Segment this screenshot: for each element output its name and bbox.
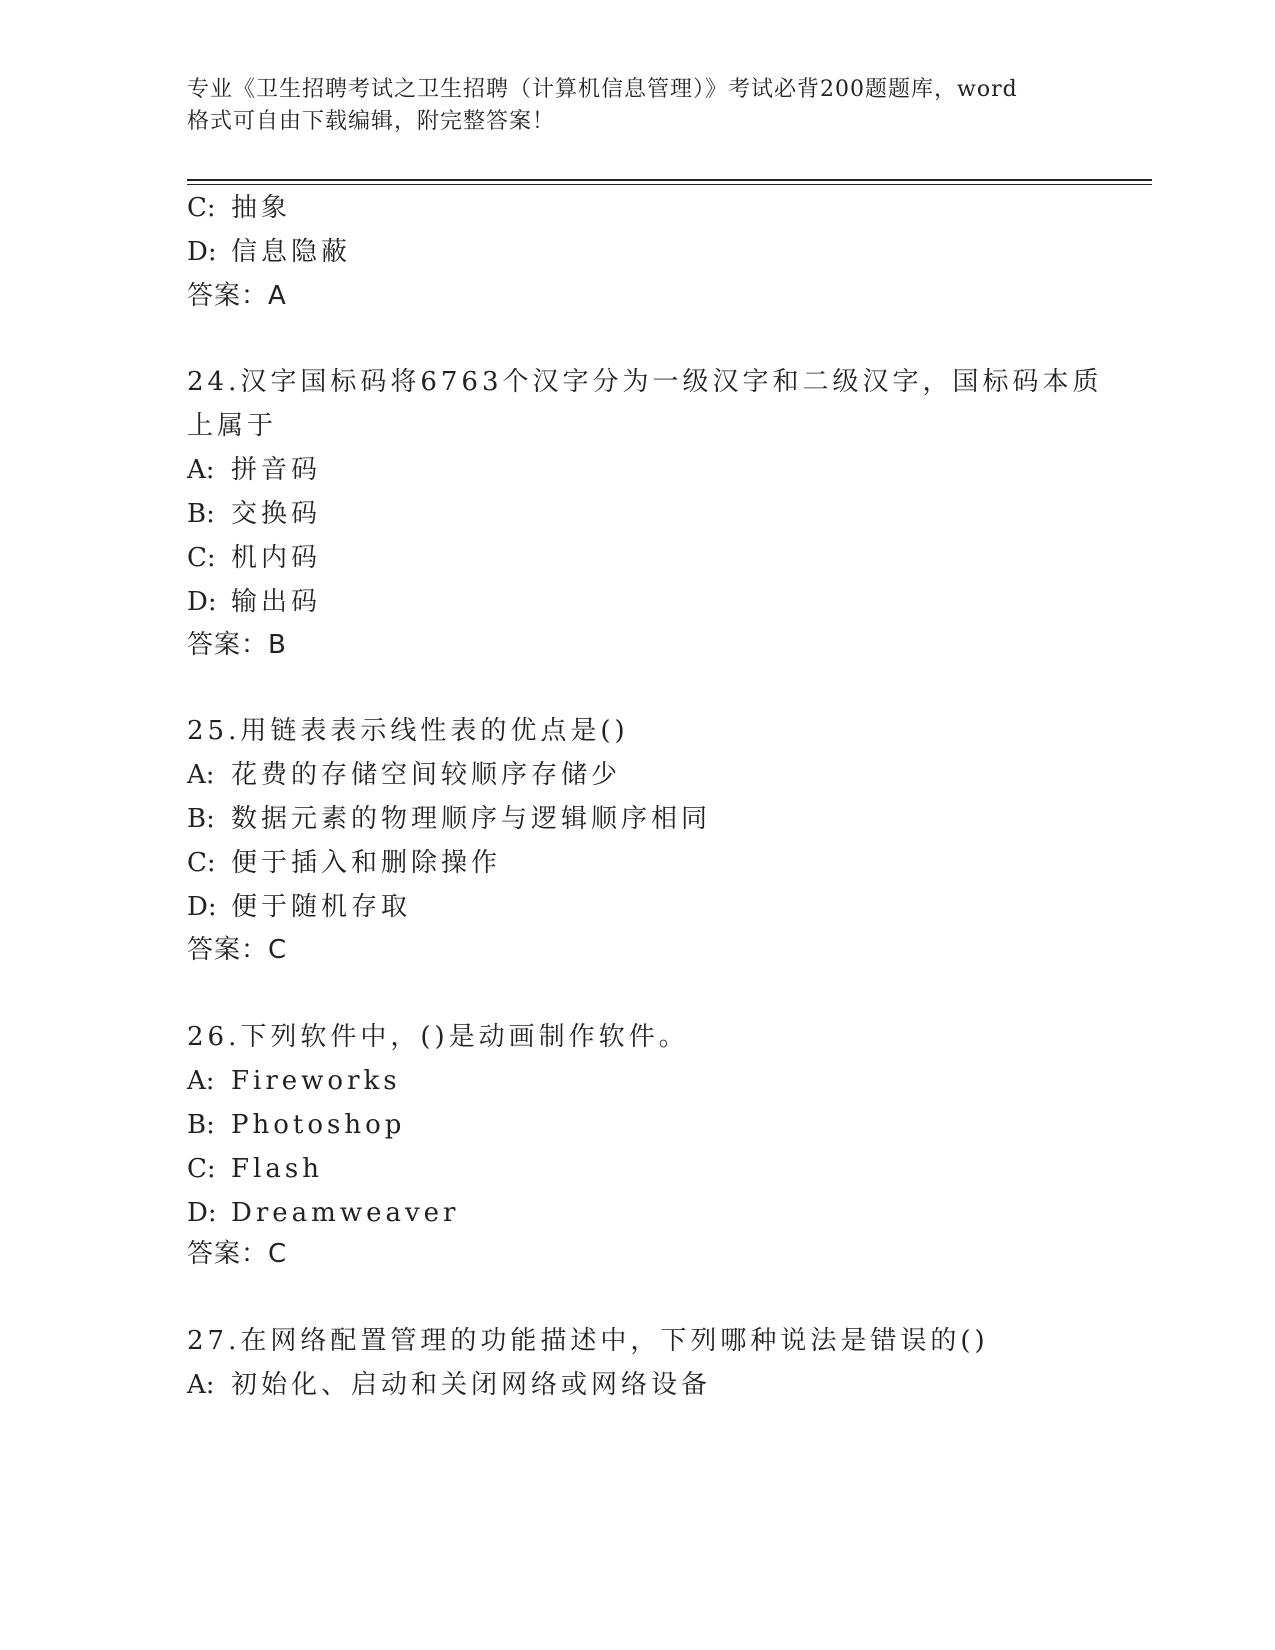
option-label: C: bbox=[187, 848, 216, 878]
q24-question-line-1: 24.汉字国标码将6763个汉字分为一级汉字和二级汉字，国标码本质 bbox=[187, 367, 1103, 397]
q25-option-a bbox=[187, 759, 621, 791]
document-header bbox=[187, 74, 1087, 138]
option-label: B: bbox=[187, 1110, 215, 1140]
option-label: A: bbox=[187, 1370, 215, 1400]
option-text: 机内码 bbox=[231, 543, 322, 573]
header-line-1: 专业《卫生招聘考试之卫生招聘（计算机信息管理）》考试必背200题题库，word bbox=[187, 77, 1018, 102]
option-label: C: bbox=[187, 543, 216, 573]
option-text: 便于随机存取 bbox=[231, 892, 412, 922]
header-line-2: 格式可自由下载编辑，附完整答案！ bbox=[187, 109, 556, 134]
option-label: D: bbox=[187, 587, 217, 617]
q25-option-c bbox=[187, 847, 501, 879]
q26-option-a bbox=[187, 1065, 401, 1097]
option-text: Fireworks bbox=[231, 1066, 401, 1096]
option-label: C: bbox=[187, 193, 216, 223]
option-text: 拼音码 bbox=[231, 455, 322, 485]
option-text: 数据元素的物理顺序与逻辑顺序相同 bbox=[231, 804, 712, 834]
q24-option-c bbox=[187, 542, 321, 574]
q25-option-b bbox=[187, 803, 711, 835]
q24-option-d bbox=[187, 586, 321, 618]
option-label: D: bbox=[187, 1198, 217, 1228]
q25-answer: 答案：C bbox=[187, 935, 288, 965]
option-text: 初始化、启动和关闭网络或网络设备 bbox=[231, 1370, 712, 1400]
q26-option-d bbox=[187, 1197, 459, 1229]
q23-answer: 答案：A bbox=[187, 281, 287, 311]
option-text: Photoshop bbox=[231, 1110, 406, 1140]
q23-option-c bbox=[187, 192, 291, 224]
q27-option-a bbox=[187, 1369, 711, 1401]
q26-option-b bbox=[187, 1109, 405, 1141]
option-text: 便于插入和删除操作 bbox=[231, 848, 502, 878]
option-label: A: bbox=[187, 760, 215, 790]
option-label: C: bbox=[187, 1154, 216, 1184]
q24-option-b bbox=[187, 498, 321, 530]
header-divider-thin bbox=[187, 184, 1152, 185]
option-text: Flash bbox=[231, 1154, 323, 1184]
option-label: B: bbox=[187, 499, 215, 529]
option-text: 信息隐蔽 bbox=[231, 237, 352, 267]
option-label: A: bbox=[187, 455, 215, 485]
q25-question: 25.用链表表示线性表的优点是() bbox=[187, 716, 629, 746]
option-text: 抽象 bbox=[231, 193, 292, 223]
q26-question: 26.下列软件中，()是动画制作软件。 bbox=[187, 1022, 689, 1052]
option-label: D: bbox=[187, 892, 217, 922]
q26-option-c bbox=[187, 1153, 323, 1185]
option-label: D: bbox=[187, 237, 217, 267]
option-text: 交换码 bbox=[231, 499, 322, 529]
q26-answer: 答案：C bbox=[187, 1239, 288, 1269]
option-label: A: bbox=[187, 1066, 215, 1096]
q24-question-line-2: 上属于 bbox=[187, 411, 278, 441]
option-text: 花费的存储空间较顺序存储少 bbox=[231, 760, 622, 790]
option-label: B: bbox=[187, 804, 215, 834]
option-text: 输出码 bbox=[231, 587, 322, 617]
option-text: Dreamweaver bbox=[231, 1198, 460, 1228]
q24-answer: 答案：B bbox=[187, 630, 287, 660]
header-divider-thick bbox=[187, 179, 1152, 181]
q24-option-a bbox=[187, 454, 321, 486]
q27-question: 27.在网络配置管理的功能描述中，下列哪种说法是错误的() bbox=[187, 1326, 989, 1356]
q25-option-d bbox=[187, 891, 411, 923]
q23-option-d bbox=[187, 236, 351, 268]
